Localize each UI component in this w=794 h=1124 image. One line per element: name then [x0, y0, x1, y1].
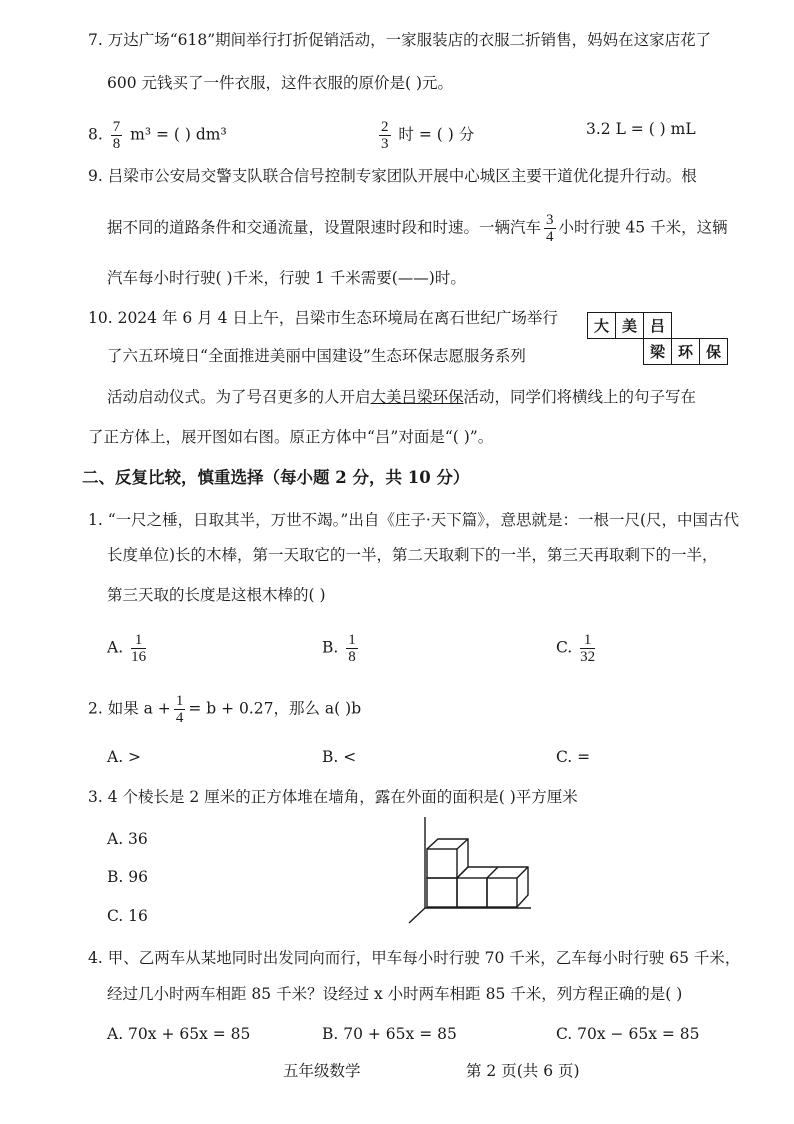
q10-line2: 了六五环境日“全面推进美丽中国建设”生态环保志愿服务系列	[107, 347, 526, 365]
p3-line1: 3. 4 个棱长是 2 厘米的正方体堆在墙角，露在外面的面积是( )平方厘米	[88, 788, 578, 806]
p4-line2: 经过几小时两车相距 85 千米？设经过 x 小时两车相距 85 千米，列方程正确的是( )	[107, 985, 683, 1003]
underlined-phrase: 大美吕梁环保	[370, 388, 464, 406]
q8-number: 8.	[88, 125, 103, 144]
p2-option-b[interactable]: B. <	[322, 748, 357, 766]
p3-option-b[interactable]: B. 96	[107, 868, 148, 886]
q8-fraction-a: $\frac{7}{8}$	[112, 119, 121, 152]
p2-line: 2. 如果 a + $\frac{1}{4}$ = b + 0.27，那么 a( )b	[88, 693, 362, 726]
p1-option-b[interactable]: B. $\frac{1}{8}$	[322, 632, 356, 665]
p3-option-c[interactable]: C. 16	[107, 907, 148, 925]
net-cell-da: 大	[587, 312, 616, 339]
q9-line1: 9. 吕梁市公安局交警支队联合信号控制专家团队开展中心城区主要干道优化提升行动。根	[88, 167, 697, 185]
p2-option-c[interactable]: C. =	[556, 748, 591, 766]
net-cell-lv: 吕	[643, 312, 672, 339]
p1-option-c[interactable]: C. $\frac{1}{32}$	[556, 632, 596, 665]
p1-line2: 长度单位)长的木棒，第一天取它的一半，第二天取剩下的一半，第三天再取剩下的一半，	[107, 546, 718, 564]
q10-line1: 10. 2024 年 6 月 4 日上午，吕梁市生态环境局在离石世纪广场举行	[88, 309, 558, 327]
q8-part-b: 时 = ( ) 分	[393, 125, 475, 144]
p1-option-a-fraction: $\frac{1}{16}$	[131, 632, 147, 665]
q9-fraction: $\frac{3}{4}$	[546, 212, 554, 245]
q8-part-b-row	[376, 119, 474, 152]
p1-option-b-fraction: $\frac{1}{8}$	[348, 632, 356, 665]
p4-option-b[interactable]: B. 70 + 65x = 85	[322, 1025, 457, 1043]
p2-fraction: $\frac{1}{4}$	[175, 693, 184, 726]
q7-line2: 600 元钱买了一件衣服，这件衣服的原价是( )元。	[107, 74, 454, 92]
net-cell-bao: 保	[699, 338, 728, 365]
p3-option-a[interactable]: A. 36	[107, 830, 148, 848]
section-title: 二、反复比较，慎重选择（每小题 2 分，共 10 分）	[82, 468, 470, 487]
p4-line1: 4. 甲、乙两车从某地同时出发同向而行，甲车每小时行驶 70 千米，乙车每小时行驶 65 千米，	[88, 949, 741, 967]
p1-line1: 1. “一尺之棰，日取其半，万世不竭。”出自《庄子·天下篇》，意思就是：一根一尺(尺，中国古代	[88, 511, 740, 529]
q8-part-a: m³ = ( ) dm³	[125, 125, 227, 144]
q8-part-c: 3.2 L = ( ) mL	[586, 120, 696, 138]
net-cell-mei: 美	[615, 312, 644, 339]
q8-row	[88, 119, 227, 152]
q8-fraction-b: $\frac{2}{3}$	[381, 119, 389, 152]
p1-option-c-fraction: $\frac{1}{32}$	[580, 632, 596, 665]
p4-option-a[interactable]: A. 70x + 65x = 85	[107, 1025, 251, 1043]
footer-page-number: 第 2 页(共 6 页)	[466, 1062, 580, 1080]
p2-option-a[interactable]: A. >	[107, 748, 142, 766]
p4-option-c[interactable]: C. 70x − 65x = 85	[556, 1025, 700, 1043]
footer-subject: 五年级数学	[283, 1062, 361, 1080]
q10-line4: 了正方体上，展开图如右图。原正方体中“吕”对面是“( )”。	[88, 428, 494, 446]
q10-line3: 活动启动仪式。为了号召更多的人开启大美吕梁环保活动，同学们将横线上的句子写在	[107, 388, 697, 406]
net-cell-liang: 梁	[643, 338, 672, 365]
q9-line2: 据不同的道路条件和交通流量，设置限速时段和时速。一辆汽车 $\frac{3}{4}$ 小时行驶 45 千米，这辆	[107, 212, 728, 245]
net-cell-huan: 环	[671, 338, 700, 365]
p1-option-a[interactable]: A. $\frac{1}{16}$	[107, 632, 147, 665]
p1-line3: 第三天取的长度是这根木棒的( )	[107, 586, 326, 604]
q9-line3: 汽车每小时行驶( )千米，行驶 1 千米需要(——)时。	[107, 269, 466, 287]
q7-line1: 7. 万达广场“618”期间举行打折促销活动，一家服装店的衣服二折销售，妈妈在这家店花了	[88, 31, 712, 49]
stacked-cubes-figure	[405, 815, 535, 925]
